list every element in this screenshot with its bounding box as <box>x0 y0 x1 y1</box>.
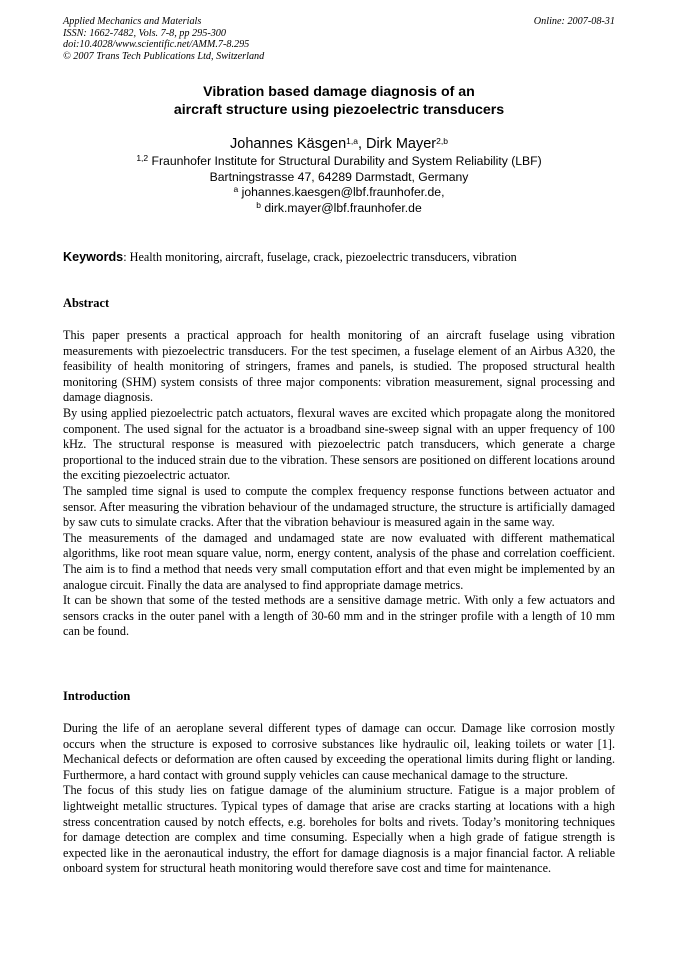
online-date: Online: 2007-08-31 <box>533 16 615 27</box>
issn-line: ISSN: 1662-7482, Vols. 7-8, pp 295-300 <box>63 27 226 39</box>
abstract-paragraph: By using applied piezoelectric patch actuators, flexural waves are excited which propagate along the monitored component. The used signal for the actuator is a broadband sine-sweep signal with an upper frequency of 100 kHz. The structural response is measured with piezoelectric patch transducers, which generate a charge proportional to the induced strain due to the vibration. These sensors are positioned on different locations around the exciting piezoelectric actuator. <box>63 405 615 483</box>
address-line: Bartningstrasse 47, 64289 Darmstadt, Germany <box>209 169 469 184</box>
doi-line: doi:10.4028/www.scientific.net/AMM.7-8.295 <box>63 39 250 50</box>
affiliation-block <box>40 154 638 216</box>
keywords-line <box>63 249 615 265</box>
abstract-heading: Abstract <box>63 296 110 310</box>
affiliation-sup: 1,2 <box>136 153 149 163</box>
email-a-line <box>40 185 638 201</box>
email-a[interactable]: johannes.kaesgen@lbf.fraunhofer.de, <box>241 185 445 200</box>
journal-header <box>63 16 615 62</box>
introduction-body <box>63 721 615 877</box>
abstract-paragraph: The measurements of the damaged and undamaged state are now evaluated with different mathematical algorithms, like root mean square value, norm, energy content, analysis of the phase and correlation coefficient. The aim is to find a method that needs very small computation effort and that even might be implemented by an analogue circuit. Finally the data are analysed to find appropriate damage metrics. <box>63 530 615 592</box>
abstract-paragraph: The sampled time signal is used to compute the complex frequency response functions between actuator and sensor. After measuring the vibration behaviour of the undamaged structure, the structure is artificially damaged by saw cuts to simulate cracks. After that the vibration behaviour is measured again in the same way. <box>63 483 615 530</box>
author-separator: , <box>357 136 367 152</box>
keywords-label: Keywords <box>63 250 124 264</box>
institute-name: Fraunhofer Institute for Structural Durability and System Reliability (LBF) <box>151 154 542 168</box>
paper-title <box>63 83 615 119</box>
author-1-name: Johannes Käsgen <box>230 136 347 152</box>
keywords-text: : Health monitoring, aircraft, fuselage, crack, piezoelectric transducers, vibration <box>123 250 517 264</box>
author-1-sup: 1,a <box>346 136 358 146</box>
author-2-name: Dirk Mayer <box>366 136 437 152</box>
email-b-sup: b <box>256 199 261 210</box>
email-b-line <box>40 201 638 217</box>
copyright-line: © 2007 Trans Tech Publications Ltd, Switzerland <box>63 50 265 62</box>
author-list <box>63 136 615 152</box>
abstract-body <box>63 328 615 640</box>
author-2-sup: 2,b <box>436 136 448 146</box>
introduction-heading: Introduction <box>63 689 131 703</box>
title-line-2: aircraft structure using piezoelectric transducers <box>173 102 505 118</box>
institute-line <box>40 154 638 170</box>
email-b[interactable]: dirk.mayer@lbf.fraunhofer.de <box>264 200 422 215</box>
email-a-sup: a <box>233 184 239 195</box>
abstract-paragraph: This paper presents a practical approach for health monitoring of an aircraft fuselage using vibration measurements with piezoelectric transducers. For the test specimen, a fuselage element of an Airbus A320, the feasibility of health monitoring of stringers, frames and panels, is studied. The proposed structural health monitoring (SHM) system consists of three major components: vibration measurement, signal processing and damage diagnosis. <box>63 328 615 405</box>
introduction-paragraph: During the life of an aeroplane several different types of damage can occur. Damage like corrosion mostly occurs when the structure is exposed to corrosive substances like hydraulic oil, leaking toilets or water [1]. Mechanical defects or deformation are often caused by exceeding the operational limits during flight or landing. Furthermore, a hard contact with ground supply vehicles can cause mechanical damage to the structure. <box>63 721 615 782</box>
abstract-paragraph: It can be shown that some of the tested methods are a sensitive damage metric. With only a few actuators and sensors cracks in the outer panel with a length of 30-60 mm and in the stringer profile with a length of 10 mm can be found. <box>63 593 615 639</box>
introduction-paragraph: The focus of this study lies on fatigue damage of the aluminium structure. Fatigue is a major problem of lightweight metallic structures. Typical types of damage that arise are cracks starting at locations with a high stress concentration caused by notch effects, e.g. boreholes for bolts and rivets. Today’s monitoring techniques for damage detection are complex and time consuming. Especially when a high grade of fatigue strength is expected like in the aeronautical industry, the effort for damage diagnosis is a major financial factor. A reliable onboard system for structural heath monitoring would therefore save cost and time for maintenance. <box>63 783 615 876</box>
title-line-1: Vibration based damage diagnosis of an <box>203 84 475 100</box>
journal-name: Applied Mechanics and Materials <box>63 16 202 27</box>
